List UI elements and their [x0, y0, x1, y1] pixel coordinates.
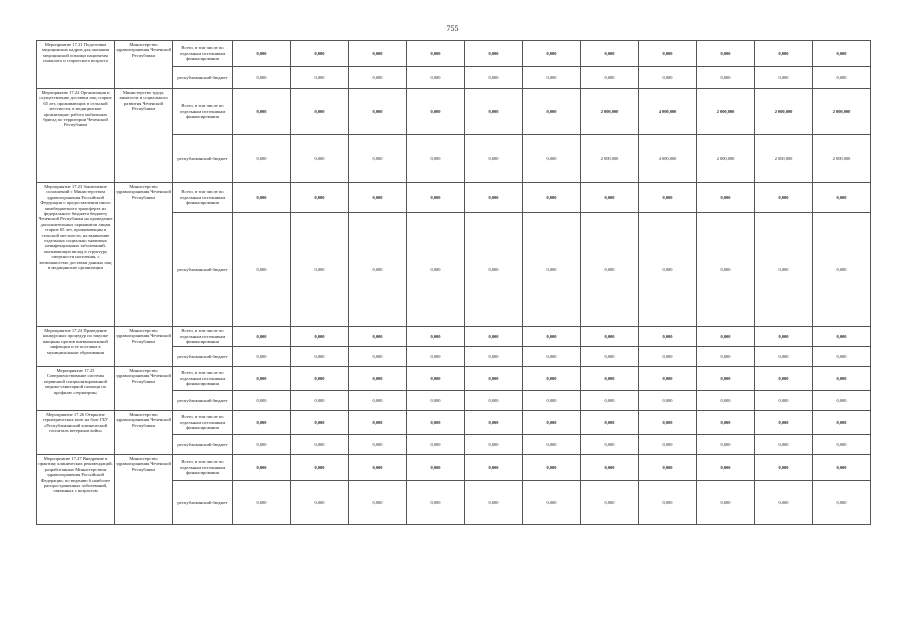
- funding-source-budget: республиканский бюджет: [173, 481, 233, 525]
- amount-total-cell: 0,000: [813, 327, 871, 347]
- amount-budget-cell: 0,000: [755, 67, 813, 89]
- amount-total-cell: 0,000: [233, 89, 291, 135]
- funding-source-budget: республиканский бюджет: [173, 347, 233, 367]
- amount-total-cell: 0,000: [407, 183, 465, 213]
- amount-total-cell: 0,000: [233, 367, 291, 391]
- amount-budget-cell: 0,000: [581, 67, 639, 89]
- amount-budget-cell: 0,000: [581, 347, 639, 367]
- amount-budget-cell: 0,000: [291, 135, 349, 183]
- amount-budget-cell: 0,000: [291, 435, 349, 455]
- responsible-executor: Министерство труда, занятости и социального развития Чеченской Республики: [115, 89, 173, 183]
- amount-total-cell: 2 000,000: [813, 89, 871, 135]
- amount-budget-cell: 0,000: [813, 391, 871, 411]
- amount-total-cell: 0,000: [523, 183, 581, 213]
- amount-total-cell: 0,000: [639, 411, 697, 435]
- amount-budget-cell: 0,000: [523, 67, 581, 89]
- amount-budget-cell: 0,000: [465, 391, 523, 411]
- amount-budget-cell: 0,000: [465, 347, 523, 367]
- amount-budget-cell: 0,000: [697, 481, 755, 525]
- amount-total-cell: 0,000: [407, 41, 465, 67]
- amount-budget-cell: 0,000: [755, 435, 813, 455]
- amount-total-cell: 0,000: [291, 41, 349, 67]
- table-row: [37, 183, 871, 213]
- amount-budget-cell: 0,000: [581, 213, 639, 327]
- amount-total-cell: 0,000: [523, 327, 581, 347]
- amount-total-cell: 0,000: [465, 455, 523, 481]
- activity-name: Мероприятие 17.23 Заключение соглашений с Министерством здравоохранения Российской Федерации о предоставлении иного межбюджетного трансферта из федерального бюджета бюджету Чеченской Республики на проведение дополнительных скринингов лицам старше 65 лет, проживающим в сельской местности, на выявление отдельных социально значимых неинфекционных заболеваний, оказывающих вклад в структуру смертности населения, с возможностью доставки данных лиц в медицинские организации: [37, 183, 115, 327]
- amount-total-cell: 0,000: [697, 455, 755, 481]
- amount-total-cell: 0,000: [407, 327, 465, 347]
- amount-total-cell: 0,000: [755, 455, 813, 481]
- amount-total-cell: 0,000: [349, 327, 407, 347]
- amount-total-cell: 0,000: [755, 411, 813, 435]
- funding-source-total: Всего, в том числе по отдельным источникам финансирования: [173, 89, 233, 135]
- funding-source-total: Всего, в том числе по отдельным источникам финансирования: [173, 183, 233, 213]
- amount-budget-cell: 0,000: [233, 347, 291, 367]
- amount-total-cell: 0,000: [465, 411, 523, 435]
- funding-source-total: Всего, в том числе по отдельным источникам финансирования: [173, 411, 233, 435]
- funding-source-budget: республиканский бюджет: [173, 435, 233, 455]
- amount-total-cell: 0,000: [755, 183, 813, 213]
- activity-name: Мероприятие 17.26 Открытие гериатрических коек на базе ГБУ «Республиканский клинический госпиталь ветеранов войн»: [37, 411, 115, 455]
- amount-total-cell: 0,000: [813, 367, 871, 391]
- amount-total-cell: 0,000: [233, 411, 291, 435]
- amount-budget-cell: 0,000: [523, 391, 581, 411]
- responsible-executor: Министерство здравоохранения Чеченской Республики: [115, 455, 173, 525]
- amount-total-cell: 0,000: [639, 455, 697, 481]
- amount-budget-cell: 0,000: [581, 481, 639, 525]
- activity-name: Мероприятие 17.27 Внедрение в практику клинических рекомендаций, разработанных Министерством здравоохранения Российской Федерации, по ведению 6 наиболее распространенных заболеваний, связанных с возрастом: [37, 455, 115, 525]
- amount-budget-cell: 0,000: [349, 67, 407, 89]
- amount-total-cell: 0,000: [233, 455, 291, 481]
- amount-budget-cell: 0,000: [581, 391, 639, 411]
- amount-total-cell: 0,000: [465, 41, 523, 67]
- amount-budget-cell: 0,000: [465, 135, 523, 183]
- funding-source-total: Всего, в том числе по отдельным источникам финансирования: [173, 327, 233, 347]
- amount-total-cell: 0,000: [291, 89, 349, 135]
- amount-budget-cell: 0,000: [697, 435, 755, 455]
- program-activities-table: [36, 40, 871, 525]
- amount-total-cell: 0,000: [233, 327, 291, 347]
- amount-budget-cell: 0,000: [755, 391, 813, 411]
- amount-budget-cell: 0,000: [755, 347, 813, 367]
- amount-total-cell: 0,000: [813, 183, 871, 213]
- amount-budget-cell: 0,000: [291, 391, 349, 411]
- amount-total-cell: 0,000: [755, 367, 813, 391]
- funding-source-total: Всего, в том числе по отдельным источникам финансирования: [173, 455, 233, 481]
- activity-name: Мероприятие 17.22 Организация и осуществление доставки лиц старше 65 лет, проживающих в сельской местности, в медицинские организации; работа мобильных бригад по территории Чеченской Республики: [37, 89, 115, 183]
- amount-total-cell: 0,000: [813, 455, 871, 481]
- amount-total-cell: 0,000: [349, 183, 407, 213]
- amount-total-cell: 0,000: [407, 367, 465, 391]
- responsible-executor: Министерство здравоохранения Чеченской Республики: [115, 411, 173, 455]
- amount-total-cell: 0,000: [755, 327, 813, 347]
- table-body: [37, 41, 871, 525]
- table-row: [37, 411, 871, 435]
- responsible-executor: Министерство здравоохранения Чеченской Республики: [115, 327, 173, 367]
- amount-budget-cell: 0,000: [233, 213, 291, 327]
- amount-budget-cell: 2 000,000: [813, 135, 871, 183]
- amount-total-cell: 0,000: [407, 455, 465, 481]
- table-row: [37, 327, 871, 347]
- amount-total-cell: 0,000: [697, 327, 755, 347]
- amount-total-cell: 0,000: [349, 455, 407, 481]
- amount-total-cell: 2 000,000: [755, 89, 813, 135]
- amount-budget-cell: 0,000: [523, 347, 581, 367]
- amount-total-cell: 0,000: [639, 367, 697, 391]
- amount-budget-cell: 0,000: [407, 347, 465, 367]
- activity-name: Мероприятие 17.24 Проведение конкурсных процедур по закупке вакцины против пневмококковой инфекции и ее поставка в муниципальные образования: [37, 327, 115, 367]
- amount-total-cell: 0,000: [291, 327, 349, 347]
- amount-budget-cell: 0,000: [233, 391, 291, 411]
- amount-budget-cell: 0,000: [523, 213, 581, 327]
- amount-budget-cell: 0,000: [639, 67, 697, 89]
- amount-total-cell: 0,000: [523, 411, 581, 435]
- amount-budget-cell: 0,000: [349, 391, 407, 411]
- amount-total-cell: 2 000,000: [697, 89, 755, 135]
- amount-budget-cell: 0,000: [291, 67, 349, 89]
- amount-budget-cell: 0,000: [465, 67, 523, 89]
- amount-budget-cell: 2 000,000: [697, 135, 755, 183]
- amount-total-cell: 4 000,000: [639, 89, 697, 135]
- amount-budget-cell: 0,000: [233, 435, 291, 455]
- amount-budget-cell: 0,000: [233, 67, 291, 89]
- funding-source-budget: республиканский бюджет: [173, 135, 233, 183]
- amount-budget-cell: 0,000: [697, 67, 755, 89]
- amount-budget-cell: 0,000: [639, 213, 697, 327]
- amount-total-cell: 0,000: [465, 327, 523, 347]
- amount-total-cell: 0,000: [697, 411, 755, 435]
- amount-total-cell: 0,000: [639, 41, 697, 67]
- funding-source-total: Всего, в том числе по отдельным источникам финансирования: [173, 41, 233, 67]
- amount-budget-cell: 0,000: [639, 391, 697, 411]
- responsible-executor: Министерство здравоохранения Чеченской Республики: [115, 183, 173, 327]
- amount-total-cell: 0,000: [349, 411, 407, 435]
- page-number: 755: [446, 24, 459, 33]
- amount-budget-cell: 0,000: [465, 435, 523, 455]
- amount-total-cell: 0,000: [581, 367, 639, 391]
- amount-budget-cell: 0,000: [813, 481, 871, 525]
- amount-budget-cell: 0,000: [407, 435, 465, 455]
- amount-budget-cell: 0,000: [407, 213, 465, 327]
- amount-budget-cell: 0,000: [349, 435, 407, 455]
- amount-budget-cell: 0,000: [813, 213, 871, 327]
- amount-total-cell: 0,000: [523, 455, 581, 481]
- amount-budget-cell: 0,000: [291, 213, 349, 327]
- amount-budget-cell: 0,000: [639, 347, 697, 367]
- amount-budget-cell: 0,000: [349, 347, 407, 367]
- table-row: [37, 367, 871, 391]
- amount-total-cell: 0,000: [349, 89, 407, 135]
- amount-budget-cell: 0,000: [755, 481, 813, 525]
- amount-budget-cell: 0,000: [523, 481, 581, 525]
- amount-total-cell: 0,000: [233, 41, 291, 67]
- amount-total-cell: 0,000: [697, 41, 755, 67]
- amount-total-cell: 2 000,000: [581, 89, 639, 135]
- amount-budget-cell: 0,000: [813, 67, 871, 89]
- amount-budget-cell: 0,000: [349, 135, 407, 183]
- amount-budget-cell: 0,000: [233, 481, 291, 525]
- activity-name: Мероприятие 17.25 Совершенствование системы первичной специализированной медико-санитарной помощи по профилю «гериатрия»: [37, 367, 115, 411]
- amount-budget-cell: 0,000: [233, 135, 291, 183]
- amount-total-cell: 0,000: [407, 89, 465, 135]
- amount-budget-cell: 2 000,000: [581, 135, 639, 183]
- amount-total-cell: 0,000: [465, 367, 523, 391]
- amount-budget-cell: 0,000: [291, 347, 349, 367]
- amount-budget-cell: 0,000: [813, 347, 871, 367]
- amount-budget-cell: 0,000: [581, 435, 639, 455]
- amount-total-cell: 0,000: [291, 455, 349, 481]
- amount-total-cell: 0,000: [523, 367, 581, 391]
- amount-total-cell: 0,000: [291, 411, 349, 435]
- amount-total-cell: 0,000: [813, 41, 871, 67]
- responsible-executor: Министерство здравоохранения Чеченской Республики: [115, 367, 173, 411]
- funding-source-budget: республиканский бюджет: [173, 213, 233, 327]
- amount-budget-cell: 0,000: [407, 391, 465, 411]
- amount-total-cell: 0,000: [581, 327, 639, 347]
- amount-total-cell: 0,000: [697, 367, 755, 391]
- amount-total-cell: 0,000: [581, 455, 639, 481]
- responsible-executor: Министерство здравоохранения Чеченской Республики: [115, 41, 173, 89]
- amount-total-cell: 0,000: [233, 183, 291, 213]
- amount-budget-cell: 0,000: [465, 213, 523, 327]
- amount-total-cell: 0,000: [291, 367, 349, 391]
- amount-budget-cell: 0,000: [523, 435, 581, 455]
- amount-total-cell: 0,000: [581, 411, 639, 435]
- amount-budget-cell: 0,000: [639, 435, 697, 455]
- amount-total-cell: 0,000: [697, 183, 755, 213]
- amount-budget-cell: 0,000: [697, 391, 755, 411]
- amount-total-cell: 0,000: [407, 411, 465, 435]
- amount-budget-cell: 0,000: [407, 67, 465, 89]
- amount-budget-cell: 0,000: [639, 481, 697, 525]
- amount-total-cell: 0,000: [581, 41, 639, 67]
- amount-total-cell: 0,000: [639, 327, 697, 347]
- funding-source-total: Всего, в том числе по отдельным источникам финансирования: [173, 367, 233, 391]
- activity-name: Мероприятие 17.21 Подготовка медицинских кадров для оказания медицинской помощи пациентам пожилого и старческого возраста: [37, 41, 115, 89]
- amount-total-cell: 0,000: [465, 89, 523, 135]
- funding-source-budget: республиканский бюджет: [173, 391, 233, 411]
- amount-budget-cell: 0,000: [523, 135, 581, 183]
- table-row: [37, 41, 871, 67]
- amount-total-cell: 0,000: [581, 183, 639, 213]
- funding-source-budget: республиканский бюджет: [173, 67, 233, 89]
- amount-total-cell: 0,000: [755, 41, 813, 67]
- table-row: [37, 455, 871, 481]
- amount-budget-cell: 0,000: [407, 135, 465, 183]
- amount-total-cell: 0,000: [523, 89, 581, 135]
- amount-budget-cell: 4 000,000: [639, 135, 697, 183]
- amount-budget-cell: 0,000: [755, 213, 813, 327]
- amount-budget-cell: 0,000: [697, 347, 755, 367]
- amount-budget-cell: 0,000: [349, 481, 407, 525]
- amount-total-cell: 0,000: [349, 41, 407, 67]
- amount-budget-cell: 0,000: [465, 481, 523, 525]
- amount-budget-cell: 0,000: [813, 435, 871, 455]
- amount-total-cell: 0,000: [639, 183, 697, 213]
- amount-total-cell: 0,000: [465, 183, 523, 213]
- amount-total-cell: 0,000: [813, 411, 871, 435]
- amount-budget-cell: 2 000,000: [755, 135, 813, 183]
- amount-budget-cell: 0,000: [407, 481, 465, 525]
- amount-budget-cell: 0,000: [291, 481, 349, 525]
- amount-budget-cell: 0,000: [697, 213, 755, 327]
- amount-budget-cell: 0,000: [349, 213, 407, 327]
- amount-total-cell: 0,000: [523, 41, 581, 67]
- amount-total-cell: 0,000: [291, 183, 349, 213]
- amount-total-cell: 0,000: [349, 367, 407, 391]
- table-row: [37, 89, 871, 135]
